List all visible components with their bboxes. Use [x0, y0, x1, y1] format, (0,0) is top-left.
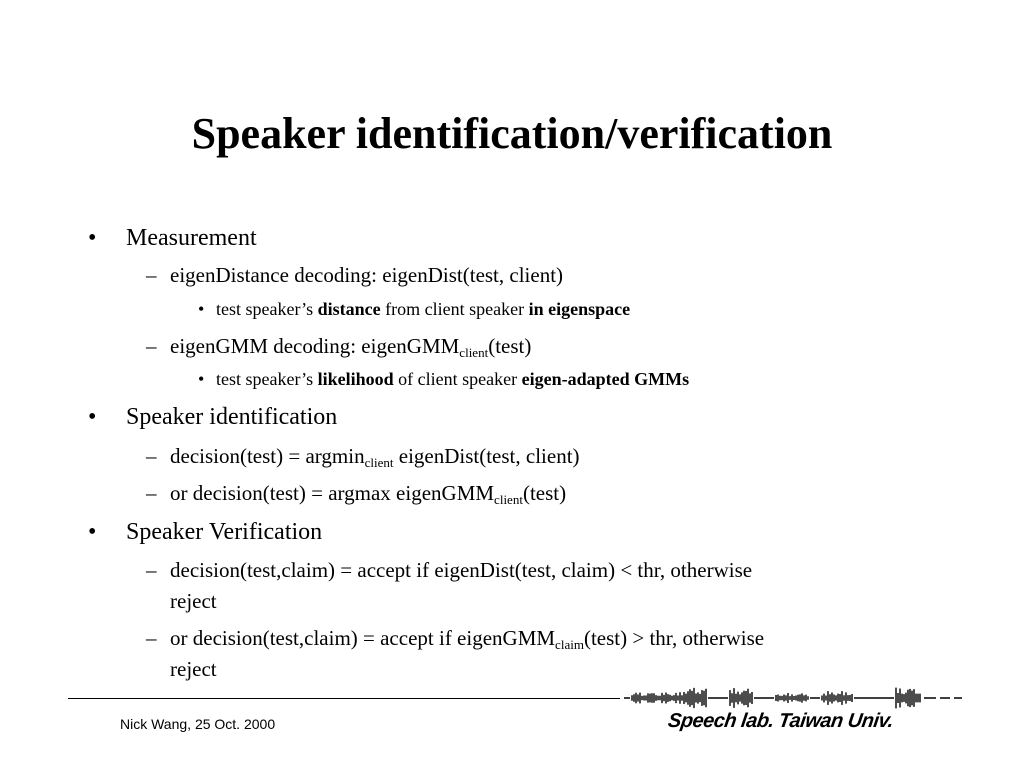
footer-author-date: Nick Wang, 25 Oct. 2000 — [120, 716, 276, 732]
dash-marker: – — [146, 481, 157, 505]
dash-marker: – — [146, 626, 157, 650]
item-eigendistance-decoding: eigenDistance decoding: eigenDist(test, client) — [170, 263, 564, 287]
bullet-marker: • — [88, 519, 97, 545]
item-distance-description: test speaker’s distance from client speaker in eigenspace — [216, 299, 631, 319]
bullet-marker: • — [88, 225, 97, 251]
item-verification-eigengmm-cont: reject — [170, 657, 217, 681]
sub-bullet-marker: • — [198, 299, 205, 319]
dash-marker: – — [146, 444, 157, 468]
dash-marker: – — [146, 263, 157, 287]
bullet-marker: • — [88, 404, 97, 430]
item-eigengmm-decoding: eigenGMM decoding: eigenGMM$_{client}$(test) — [170, 334, 532, 360]
footer-divider — [68, 698, 620, 699]
item-verification-eigendist-cont: reject — [170, 589, 217, 613]
item-identification-argmax: or decision(test) = argmax eigenGMM$_{client}$(test) — [170, 481, 567, 507]
item-identification-argmin: decision(test) = argmin$_{client}$ eigenDist(test, client) — [170, 444, 580, 470]
slide-title: Speaker identification/verification — [191, 109, 833, 158]
bullet-measurement: Measurement — [126, 225, 257, 251]
bullet-speaker-identification: Speaker identification — [126, 404, 338, 430]
footer-lab-logo: Speech lab. Taiwan Univ. — [666, 710, 895, 732]
dash-marker: – — [146, 334, 157, 358]
bullet-speaker-verification: Speaker Verification — [126, 519, 323, 545]
item-verification-eigendist: decision(test,claim) = accept if eigenDist(test, claim) < thr, otherwise — [170, 558, 753, 582]
item-verification-eigengmm: or decision(test,claim) = accept if eigenGMM$_{claim}$(test) > thr, otherwise — [170, 626, 765, 652]
sub-bullet-marker: • — [198, 369, 205, 389]
item-likelihood-description: test speaker’s likelihood of client speaker eigen-adapted GMMs — [216, 369, 690, 389]
dash-marker: – — [146, 558, 157, 582]
